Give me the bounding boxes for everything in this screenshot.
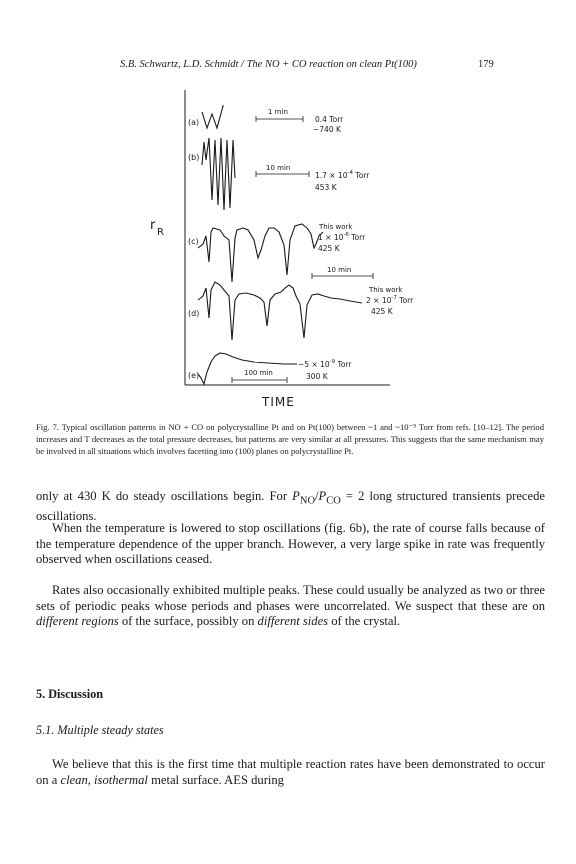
- panel-b-pressure: $1.7 \times 10^{-4}$ Torr: [315, 170, 370, 180]
- oscillation-figure: [0, 0, 576, 420]
- paragraph-4: We believe that this is the first time that multiple reaction rates have been demonstrated to occur on a clean, isothermal metal surface. AES during: [36, 757, 545, 787]
- panel-b-trace: [202, 138, 235, 210]
- page-number: 179: [478, 59, 494, 70]
- panel-c-pressure: $1 \times 10^{-6}$ Torr: [318, 232, 366, 242]
- running-header: S.B. Schwartz, L.D. Schmidt / The NO + CO reaction on clean Pt(100): [120, 59, 417, 70]
- x-axis-label: TIME: [262, 395, 295, 409]
- panel-a-pressure: 0.4 Torr: [315, 115, 344, 124]
- panel-c-tag: (c): [188, 237, 199, 246]
- paragraph-3: Rates also occasionally exhibited multiple peaks. These could usually be analyzed as two or three sets of periodic peaks whose periods and phases were uncorrelated. We suspect that these are on different regions of the surface, possibly on different sides of the crystal.: [36, 583, 545, 628]
- figure-caption: [36, 421, 544, 458]
- panel-e-tag: (e): [188, 371, 200, 380]
- panel-c-temperature: 425 K: [318, 244, 340, 253]
- panel-d-tag: (d): [188, 309, 200, 318]
- panel-b-scale: 10 min: [266, 164, 291, 172]
- panel-e-scale: 100 min: [244, 369, 273, 377]
- y-axis-subscript: R: [157, 227, 164, 238]
- panel-d-temperature: 425 K: [371, 307, 393, 316]
- paragraph-2: When the temperature is lowered to stop oscillations (fig. 6b), the rate of course falls because of the temperature dependence of the upper branch. However, a very large spike in rate was frequently observed when oscillations ceased.: [36, 521, 545, 566]
- panel-b-tag: (b): [188, 153, 200, 162]
- paragraph-1: only at 430 K do steady oscillations begin. For $P_{NO}/P_{CO} = 2$ long structured transients precede oscillations.: [36, 489, 546, 524]
- panel-d-note: This work: [369, 286, 403, 294]
- y-axis-label: r: [150, 218, 156, 233]
- section-heading: 5. Discussion: [36, 687, 104, 701]
- panel-d-pressure: $2 \times 10^{-7}$ Torr: [366, 295, 414, 305]
- panel-d-scale: 10 min: [327, 266, 352, 274]
- panel-a-tag: (a): [188, 118, 200, 127]
- panel-c-note: This work: [319, 223, 353, 231]
- subsection-heading: 5.1. Multiple steady states: [36, 723, 164, 737]
- caption-text: Typical oscillation patterns in NO + CO on polycrystalline Pt and on Pt(100) between ~1 and ~10⁻⁹ Torr from refs. [10–12]. The period increases and T decreases as the total pressure decreases, but patterns are very similar at all pressures. This suggests that the same mechanism may be involved in all situations which involves facetting into (100) planes on polycrystalline Pt.: [36, 422, 544, 457]
- panel-d-trace: [198, 282, 362, 340]
- panel-a-trace: [202, 106, 224, 128]
- panel-a-scale: 1 min: [268, 108, 288, 116]
- panel-a-temperature: ~740 K: [313, 125, 341, 134]
- caption-label: Fig. 7.: [36, 422, 59, 432]
- panel-b-temperature: 453 K: [315, 183, 337, 192]
- panel-e-pressure: ~5 × $10^{-9}$ Torr: [298, 359, 352, 369]
- panel-c-trace: [198, 224, 323, 282]
- panel-e-temperature: 300 K: [306, 372, 328, 381]
